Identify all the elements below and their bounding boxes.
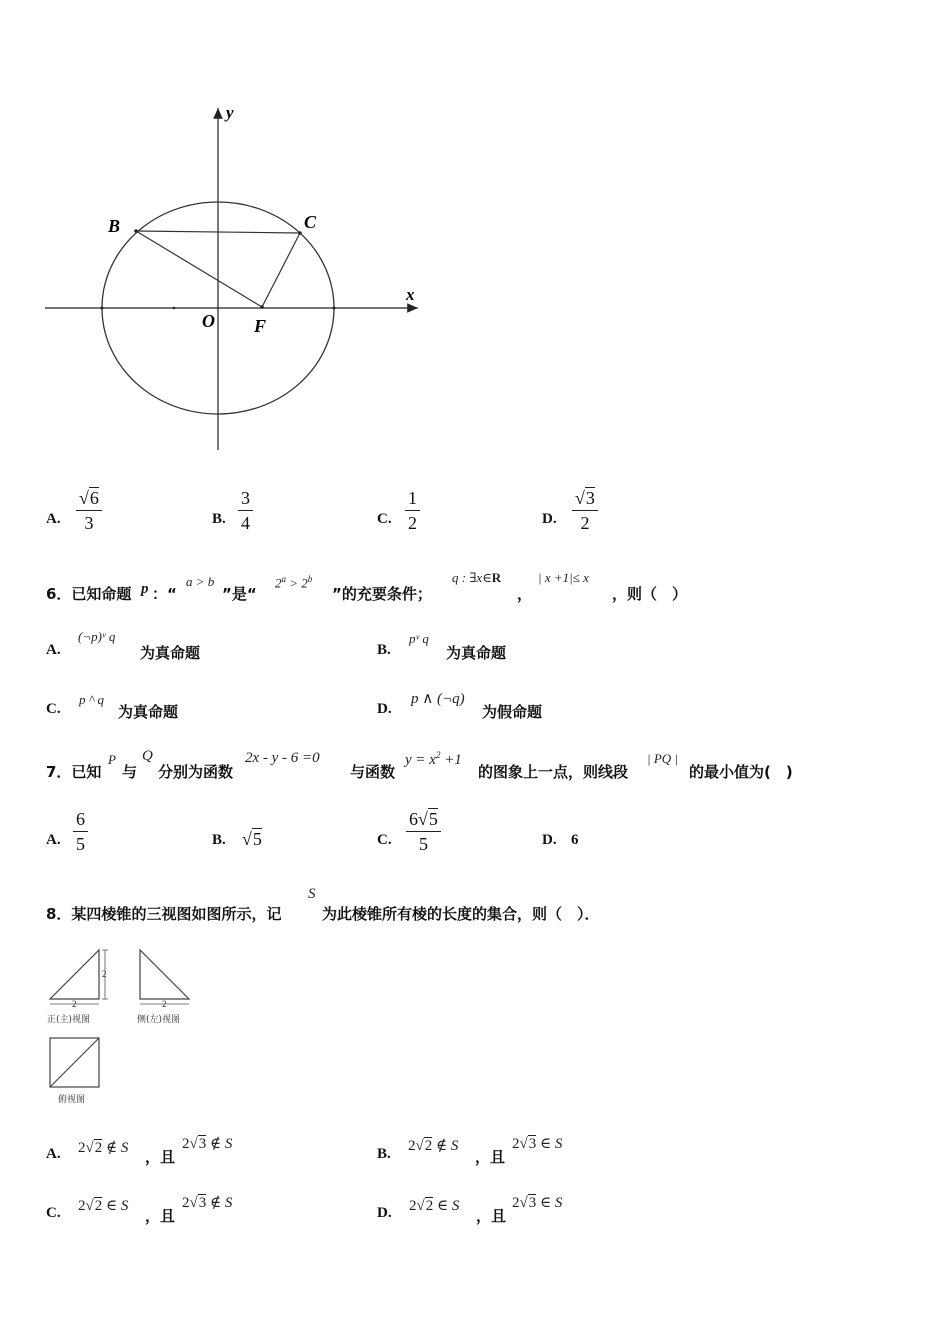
q7-text-2: 与 (122, 763, 138, 781)
q7-text-6: 的最小值为( ) (689, 763, 793, 781)
q6-text-2: ：“ (152, 585, 177, 603)
q6-text-1: 6．已知命题 (46, 585, 132, 603)
q6-math-2a: $2^a > 2^b$ (275, 574, 313, 591)
q8-option-b-letter: B. (377, 1146, 391, 1162)
q7-math-q: Q (142, 748, 153, 764)
point-b (134, 229, 138, 233)
circle-figure (40, 100, 440, 460)
q6-option-c-math: p ^ q (79, 692, 104, 707)
q8-option-a-math-1: 2√2 ∉ S (78, 1140, 129, 1156)
q8-option-c-letter: C. (46, 1205, 61, 1221)
front-view-width-label: 2 (72, 999, 77, 1009)
side-view-caption: 侧(左)视图 (137, 1015, 181, 1025)
q6-math-abs: | x +1|≤ x (538, 570, 589, 585)
top-view-caption: 俯视图 (58, 1095, 86, 1105)
q6-option-d-letter: D. (377, 701, 392, 717)
q7-option-b-letter: B. (212, 832, 226, 848)
q8-option-d-letter: D. (377, 1205, 392, 1221)
q7-math-p: P (108, 752, 116, 767)
front-view-triangle (50, 950, 99, 999)
q5-option-a-letter: A. (46, 511, 61, 527)
q6-option-b-math: pᵛ q (409, 631, 429, 646)
q5-option-d-letter: D. (542, 511, 557, 527)
q5-option-a-fraction: √6 3 (76, 486, 102, 535)
front-view-height-label: 2 (102, 969, 107, 979)
q7-option-c-fraction: 6√5 5 (406, 807, 441, 856)
label-f: F (254, 316, 267, 336)
q7-option-c-letter: C. (377, 832, 392, 848)
segment-cf (262, 233, 300, 307)
q6-option-a-text: 为真命题 (140, 644, 201, 662)
q8-text-2: 为此棱锥所有棱的长度的集合，则（ ）． (322, 905, 600, 923)
q6-var-p: p (141, 581, 149, 597)
tick-neg (173, 307, 176, 310)
q5-option-b-letter: B. (212, 511, 226, 527)
q6-option-d-math: p ∧ (¬q) (411, 691, 465, 707)
q8-option-a-and: ，且 (145, 1148, 176, 1166)
q6-option-b-letter: B. (377, 642, 391, 658)
side-view-triangle (140, 950, 189, 999)
q6-text-5: ， (517, 585, 533, 603)
q5-option-c-fraction: 1 2 (405, 486, 420, 535)
q8-option-a-letter: A. (46, 1146, 61, 1162)
q5-option-b-fraction: 3 4 (238, 486, 253, 535)
point-c (298, 231, 302, 235)
q6-option-c-text: 为真命题 (118, 703, 179, 721)
q8-option-d-math-1: 2√2 ∈ S (409, 1198, 460, 1214)
q7-option-b-sqrt: √5 (242, 829, 262, 849)
q8-option-b-math-2: 2√3 ∈ S (512, 1136, 563, 1152)
q6-math-q: q : ∃x∈R (452, 570, 502, 585)
side-view-width-label: 2 (162, 999, 167, 1009)
segment-bf (136, 231, 262, 307)
q5-option-c-letter: C. (377, 511, 392, 527)
label-o: O (202, 311, 215, 331)
three-views-figure (44, 944, 204, 1110)
q8-text-1: 8．某四棱锥的三视图如图所示，记 (46, 905, 282, 923)
q7-math-line: 2x - y - 6 =0 (245, 750, 320, 766)
label-b: B (108, 216, 121, 236)
q8-option-c-math-1: 2√2 ∈ S (78, 1198, 129, 1214)
label-c: C (304, 212, 317, 232)
q7-option-a-fraction: 6 5 (73, 807, 88, 856)
q6-option-d-text: 为假命题 (482, 703, 543, 721)
q6-text-6: ，则（ ） (612, 585, 688, 603)
label-x: x (406, 285, 415, 304)
q7-math-parabola: $y = x^2 +1$ (405, 750, 462, 768)
q8-option-c-math-2: 2√3 ∉ S (182, 1195, 233, 1211)
q8-option-d-math-2: 2√3 ∈ S (512, 1195, 563, 1211)
q8-option-b-math-1: 2√2 ∉ S (408, 1138, 459, 1154)
q7-text-5: 的图象上一点，则线段 (478, 763, 629, 781)
q8-math-s: S (308, 886, 316, 902)
q8-option-c-and: ，且 (145, 1207, 176, 1225)
q7-text-1: 7．已知 (46, 763, 102, 781)
top-view-diagonal (50, 1038, 99, 1087)
q6-option-a-math: (¬p)ᵛ q (78, 629, 116, 644)
q6-text-3: ”是“ (222, 585, 257, 603)
q6-text-4: ”的充要条件； (332, 585, 432, 603)
q8-option-d-and: ，且 (476, 1207, 507, 1225)
q6-option-b-text: 为真命题 (446, 644, 507, 662)
tick-left (101, 307, 104, 310)
label-y: y (226, 103, 234, 122)
q7-option-d-letter: D. (542, 832, 557, 848)
q8-option-b-and: ，且 (475, 1148, 506, 1166)
q6-option-c-letter: C. (46, 701, 61, 717)
q7-text-3: 分别为函数 (158, 763, 234, 781)
tick-right (333, 307, 336, 310)
point-f (260, 305, 264, 309)
q7-text-4: 与函数 (350, 763, 396, 781)
q6-option-a-letter: A. (46, 642, 61, 658)
q7-option-a-letter: A. (46, 832, 61, 848)
front-view-caption: 正(主)视图 (47, 1015, 91, 1025)
q7-option-d-value: 6 (571, 832, 579, 848)
q7-math-pq: | PQ | (647, 751, 678, 766)
q5-option-d-fraction: √3 2 (572, 486, 598, 535)
q8-option-a-math-2: 2√3 ∉ S (182, 1136, 233, 1152)
q6-math-a-gt-b: a > b (186, 574, 215, 589)
